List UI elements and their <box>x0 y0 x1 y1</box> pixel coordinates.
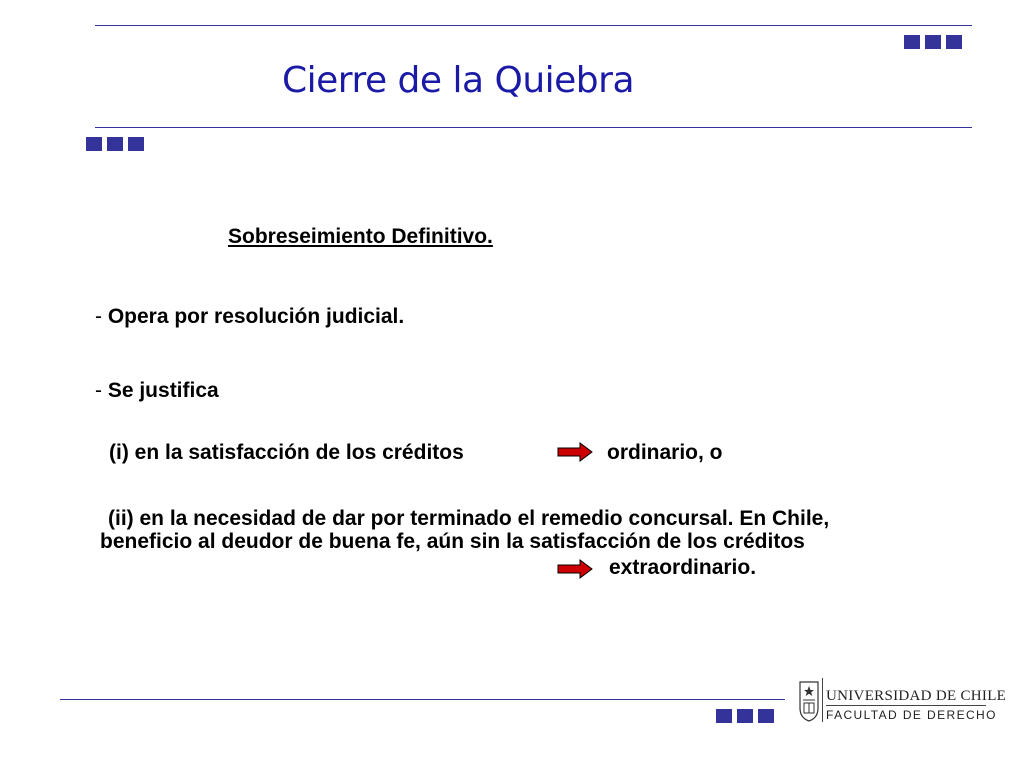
bullet-justifica <box>95 379 219 403</box>
bullet-text: Opera por resolución judicial. <box>107 305 405 328</box>
university-shield-icon <box>798 678 820 722</box>
logo-divider <box>822 678 823 722</box>
top-right-squares <box>904 35 962 49</box>
logo-faculty-name: FACULTAD DE DERECHO <box>826 708 997 722</box>
bullet-text: Se justifica <box>107 379 219 402</box>
arrow-icon <box>556 558 594 580</box>
university-logo <box>796 676 1007 724</box>
square <box>86 137 102 151</box>
square <box>128 137 144 151</box>
bottom-squares <box>716 709 774 723</box>
square <box>904 35 920 49</box>
item-ii-result: extraordinario. <box>609 556 757 579</box>
logo-rule <box>826 705 986 706</box>
bottom-rule <box>60 699 785 700</box>
slide-subtitle: Sobreseimiento Definitivo. <box>228 225 493 248</box>
item-i-text: (i) en la satisfacción de los créditos <box>109 441 464 464</box>
left-squares <box>86 137 144 151</box>
square <box>758 709 774 723</box>
square <box>925 35 941 49</box>
slide-title: Cierre de la Quiebra <box>282 60 635 101</box>
square <box>737 709 753 723</box>
item-i-result: ordinario, o <box>607 441 723 464</box>
logo-university-name: UNIVERSIDAD DE CHILE <box>826 688 1007 704</box>
bullet-dash: - <box>95 305 108 328</box>
arrow-icon <box>556 441 594 463</box>
item-ii-line2: beneficio al deudor de buena fe, aún sin la satisfacción de los créditos <box>100 530 805 553</box>
bullet-opera <box>95 305 404 329</box>
bullet-dash: - <box>95 379 108 402</box>
title-rule <box>95 127 972 128</box>
square <box>716 709 732 723</box>
top-rule <box>95 25 972 26</box>
square <box>946 35 962 49</box>
item-ii-line1: (ii) en la necesidad de dar por terminado el remedio concursal. En Chile, <box>108 507 830 530</box>
square <box>107 137 123 151</box>
